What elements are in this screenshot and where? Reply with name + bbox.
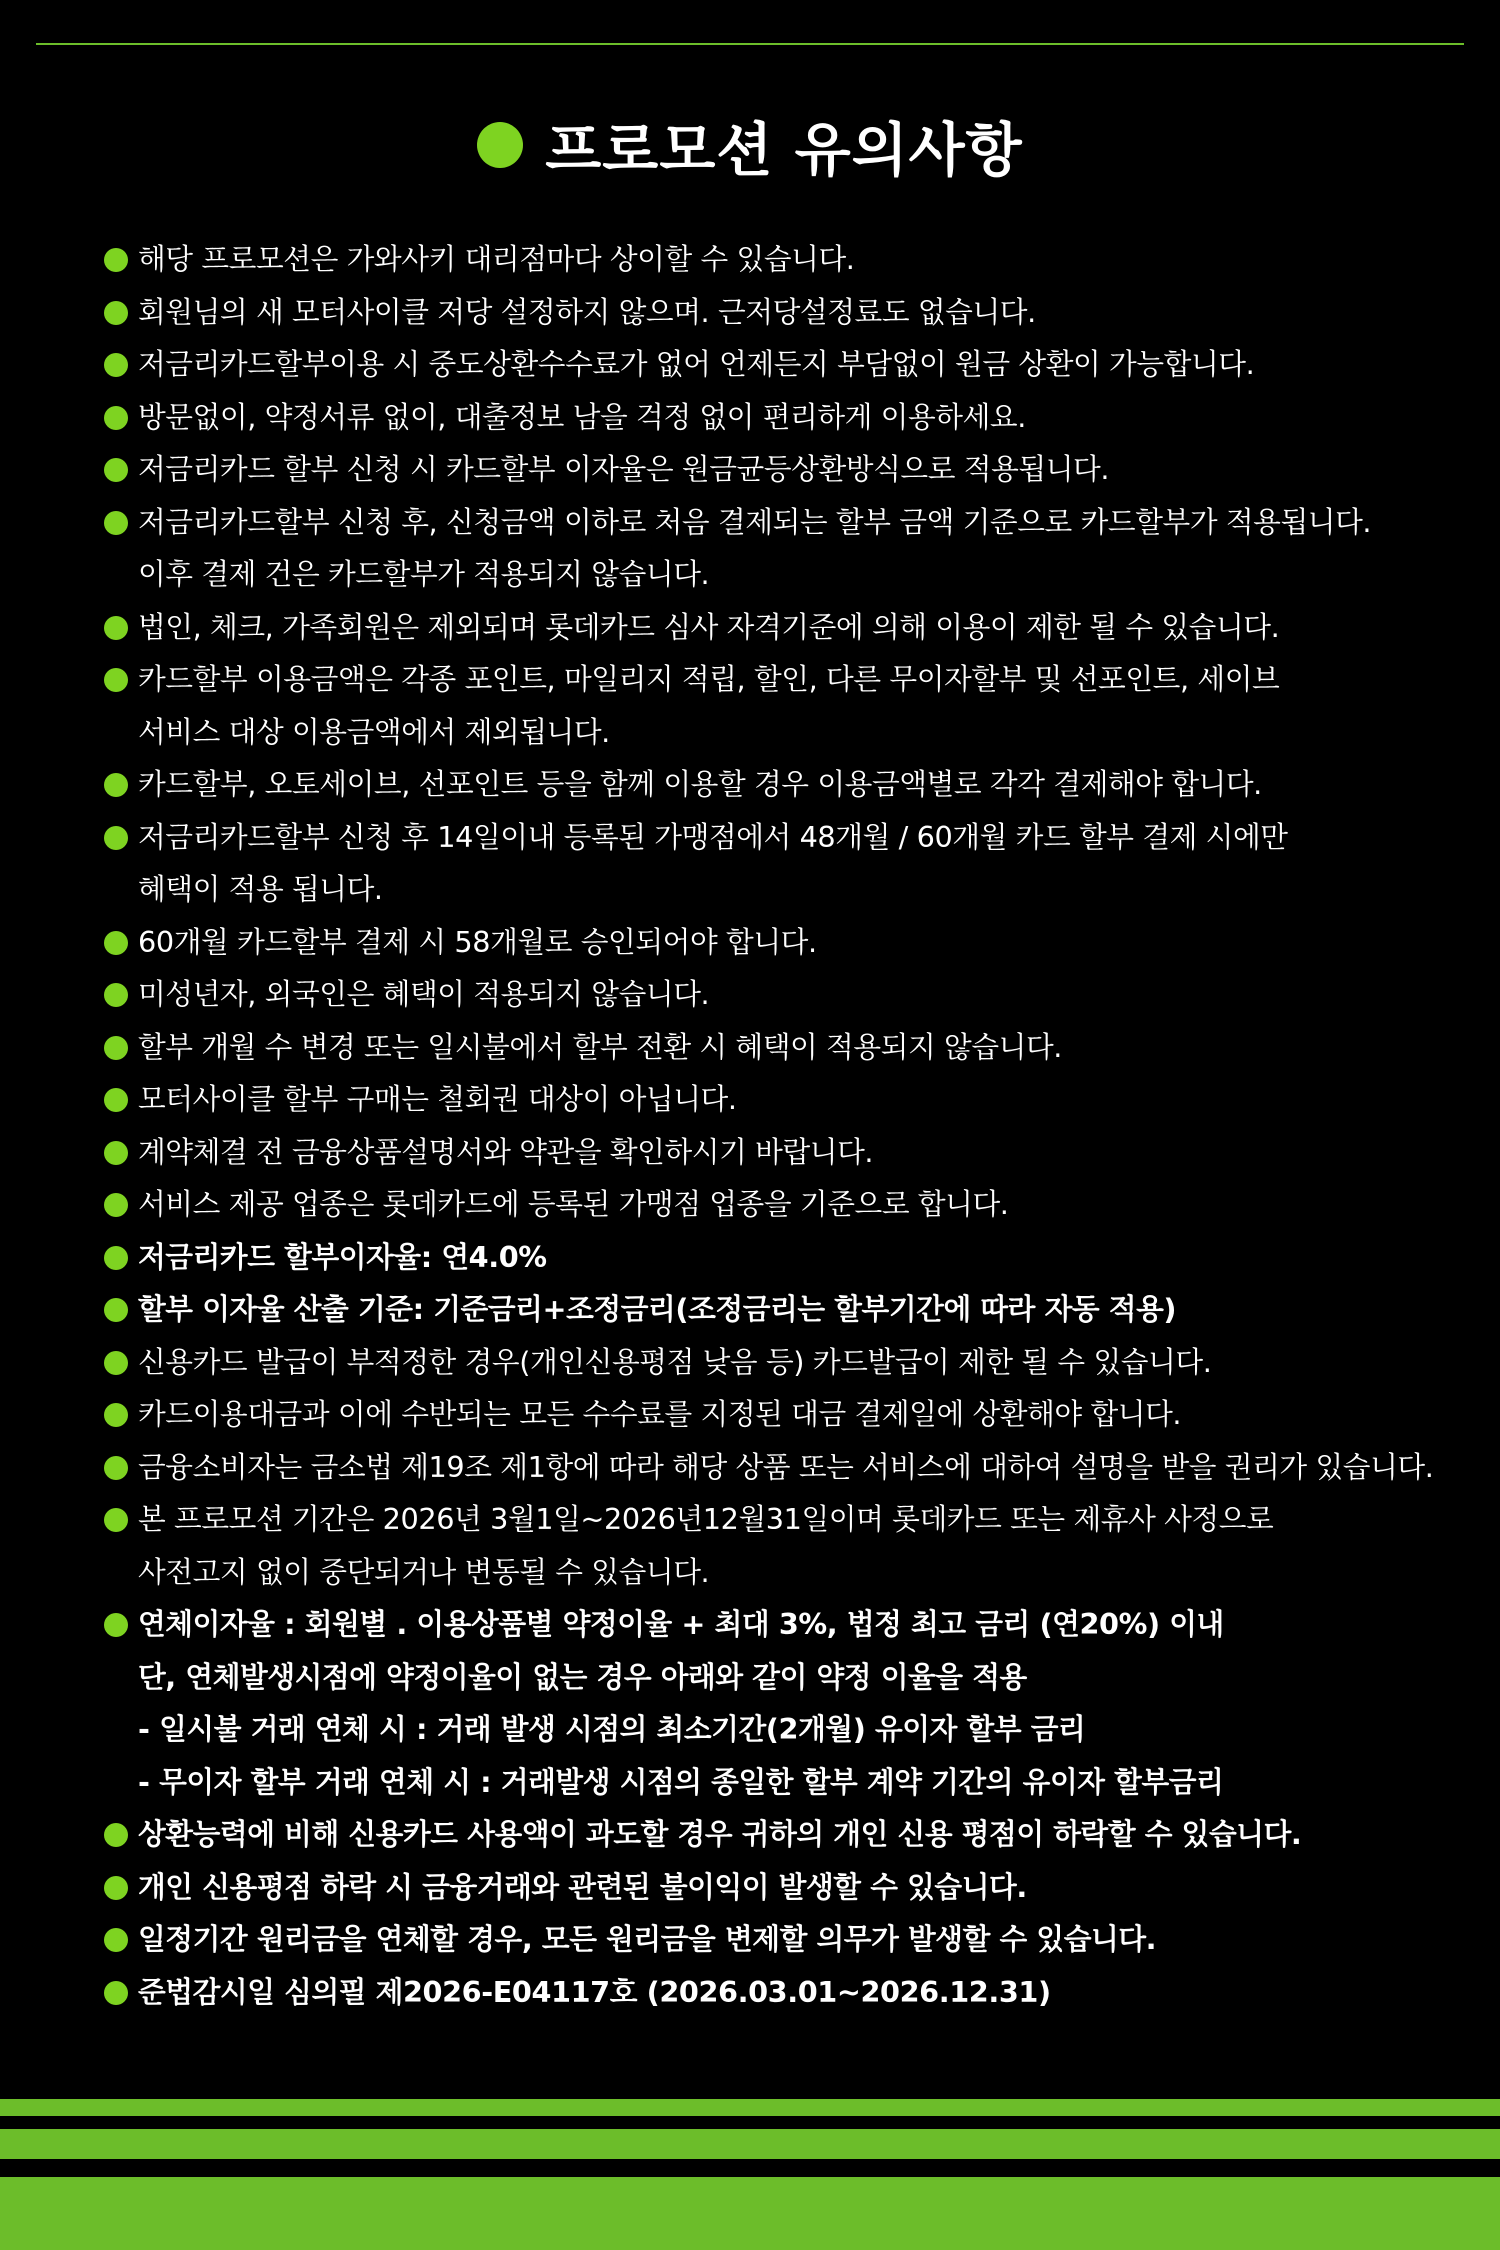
notice-text: 카드할부, 오토세이브, 선포인트 등을 함께 이용할 경우 이용금액별로 각각 결제해야 합니다. xyxy=(138,767,1262,801)
notice-item xyxy=(104,443,1500,496)
bullet-icon xyxy=(104,931,128,955)
page-header xyxy=(0,100,1500,190)
notice-text: 개인 신용평점 하락 시 금융거래와 관련된 불이익이 발생할 수 있습니다. xyxy=(138,1869,1027,1904)
notice-text: 카드할부 이용금액은 각종 포인트, 마일리지 적립, 할인, 다른 무이자할부 및 선포인트, 세이브 xyxy=(138,662,1280,696)
bullet-icon xyxy=(104,248,128,272)
bullet-icon xyxy=(104,1036,128,1060)
notice-item xyxy=(104,233,1500,286)
notice-text: 신용카드 발급이 부적정한 경우(개인신용평점 낮음 등) 카드발급이 제한 될 수 있습니다. xyxy=(138,1344,1212,1379)
bullet-icon xyxy=(104,353,128,377)
notice-text: 할부 개월 수 변경 또는 일시불에서 할부 전환 시 혜택이 적용되지 않습니다. xyxy=(138,1029,1062,1064)
footer-stripe-band xyxy=(0,2177,1500,2250)
notice-item xyxy=(104,1336,1500,1389)
notice-text: - 무이자 할부 거래 연체 시 : 거래발생 시점의 종일한 할부 계약 기간의 유이자 할부금리 xyxy=(138,1764,1224,1799)
notice-text: 할부 이자율 산출 기준: 기준금리+조정금리(조정금리는 할부기간에 따라 자동 적용) xyxy=(138,1292,1177,1326)
notice-text: 혜택이 적용 됩니다. xyxy=(138,872,383,906)
top-divider xyxy=(36,43,1464,45)
bullet-icon xyxy=(104,826,128,850)
bullet-icon xyxy=(104,616,128,640)
bullet-icon xyxy=(104,1193,128,1217)
notice-item xyxy=(104,653,1500,758)
bullet-icon xyxy=(104,1141,128,1165)
notice-text: 해당 프로모션은 가와사키 대리점마다 상이할 수 있습니다. xyxy=(138,242,855,276)
notice-text: 계약체결 전 금융상품설명서와 약관을 확인하시기 바랍니다. xyxy=(138,1134,874,1169)
title-bullet-icon xyxy=(477,122,523,168)
notice-item xyxy=(104,1598,1500,1808)
notice-item xyxy=(104,758,1500,811)
notice-item xyxy=(104,1283,1500,1336)
bullet-icon xyxy=(104,983,128,1007)
bullet-icon xyxy=(104,668,128,692)
notice-text: 금융소비자는 금소법 제19조 제1항에 따라 해당 상품 또는 서비스에 대하여 설명을 받을 권리가 있습니다. xyxy=(138,1449,1434,1484)
notice-item xyxy=(104,286,1500,339)
bullet-icon xyxy=(104,1246,128,1270)
notice-item xyxy=(104,1913,1500,1966)
notice-item xyxy=(104,916,1500,969)
notice-text: - 일시불 거래 연체 시 : 거래 발생 시점의 최소기간(2개월) 유이자 할부 금리 xyxy=(138,1712,1086,1746)
notice-item xyxy=(104,1493,1500,1598)
notice-text: 60개월 카드할부 결제 시 58개월로 승인되어야 합니다. xyxy=(138,924,817,959)
notice-item xyxy=(104,391,1500,444)
notice-text: 회원님의 새 모터사이클 저당 설정하지 않으며. 근저당설정료도 없습니다. xyxy=(138,294,1036,329)
notice-text: 저금리카드 할부이자율: 연4.0% xyxy=(138,1239,547,1274)
notice-text: 일정기간 원리금을 연체할 경우, 모든 원리금을 변제할 의무가 발생할 수 있습니다. xyxy=(138,1922,1157,1956)
bullet-icon xyxy=(104,1508,128,1532)
notice-text: 미성년자, 외국인은 혜택이 적용되지 않습니다. xyxy=(138,977,710,1011)
bullet-icon xyxy=(104,1088,128,1112)
bullet-icon xyxy=(104,1928,128,1952)
bullet-icon xyxy=(104,1351,128,1375)
notice-text: 이후 결제 건은 카드할부가 적용되지 않습니다. xyxy=(138,557,710,591)
bullet-icon xyxy=(104,1981,128,2005)
notice-text: 서비스 대상 이용금액에서 제외됩니다. xyxy=(138,714,610,749)
notice-text: 방문없이, 약정서류 없이, 대출정보 남을 걱정 없이 편리하게 이용하세요. xyxy=(138,399,1026,434)
notice-text: 본 프로모션 기간은 2026년 3월1일~2026년12월31일이며 롯데카드 또는 제휴사 사정으로 xyxy=(138,1502,1274,1536)
bullet-icon xyxy=(104,1823,128,1847)
notice-text: 사전고지 없이 중단되거나 변동될 수 있습니다. xyxy=(138,1554,710,1589)
notice-text: 단, 연체발생시점에 약정이율이 없는 경우 아래와 같이 약정 이율을 적용 xyxy=(138,1659,1027,1694)
notice-text: 저금리카드할부 신청 후, 신청금액 이하로 처음 결제되는 할부 금액 기준으로 카드할부가 적용됩니다. xyxy=(138,504,1372,539)
bullet-icon xyxy=(104,773,128,797)
bullet-icon xyxy=(104,458,128,482)
notice-item xyxy=(104,496,1500,601)
notice-item xyxy=(104,1126,1500,1179)
notice-item xyxy=(104,1808,1500,1861)
notice-text: 상환능력에 비해 신용카드 사용액이 과도할 경우 귀하의 개인 신용 평점이 하락할 수 있습니다. xyxy=(138,1817,1302,1851)
notice-item xyxy=(104,1861,1500,1914)
notice-item xyxy=(104,1966,1500,2019)
bullet-icon xyxy=(104,511,128,535)
bullet-icon xyxy=(104,1403,128,1427)
notice-text: 연체이자율 : 회원별 . 이용상품별 약정이율 + 최대 3%, 법정 최고 금리 (연20%) 이내 xyxy=(138,1607,1224,1641)
notice-item xyxy=(104,338,1500,391)
notice-item xyxy=(104,1073,1500,1126)
bullet-icon xyxy=(104,1298,128,1322)
notice-item xyxy=(104,1388,1500,1441)
notice-item xyxy=(104,1231,1500,1284)
page-title: 프로모션 유의사항 xyxy=(545,116,1023,184)
notice-item xyxy=(104,1021,1500,1074)
notice-text: 저금리카드 할부 신청 시 카드할부 이자율은 원금균등상환방식으로 적용됩니다. xyxy=(138,452,1110,486)
notice-text: 저금리카드할부 신청 후 14일이내 등록된 가맹점에서 48개월 / 60개월 카드 할부 결제 시에만 xyxy=(138,819,1288,854)
notice-text: 카드이용대금과 이에 수반되는 모든 수수료를 지정된 대금 결제일에 상환해야 합니다. xyxy=(138,1397,1182,1431)
notice-item xyxy=(104,601,1500,654)
bullet-icon xyxy=(104,301,128,325)
bullet-icon xyxy=(104,1876,128,1900)
bullet-icon xyxy=(104,1613,128,1637)
footer-stripe-thin xyxy=(0,2099,1500,2116)
footer-stripe-medium xyxy=(0,2129,1500,2159)
notice-item xyxy=(104,968,1500,1021)
notice-text: 모터사이클 할부 구매는 철회권 대상이 아닙니다. xyxy=(138,1082,737,1116)
notice-text: 준법감시일 심의필 제2026-E04117호 (2026.03.01~2026.12.31) xyxy=(138,1974,1051,2009)
bullet-icon xyxy=(104,406,128,430)
notice-item xyxy=(104,1178,1500,1231)
notice-item xyxy=(104,1441,1500,1494)
bullet-icon xyxy=(104,1456,128,1480)
notice-text: 서비스 제공 업종은 롯데카드에 등록된 가맹점 업종을 기준으로 합니다. xyxy=(138,1187,1009,1221)
notice-list xyxy=(104,233,1500,2018)
notice-text: 법인, 체크, 가족회원은 제외되며 롯데카드 심사 자격기준에 의해 이용이 제한 될 수 있습니다. xyxy=(138,609,1280,644)
notice-text: 저금리카드할부이용 시 중도상환수수료가 없어 언제든지 부담없이 원금 상환이 가능합니다. xyxy=(138,347,1255,381)
notice-item xyxy=(104,811,1500,916)
